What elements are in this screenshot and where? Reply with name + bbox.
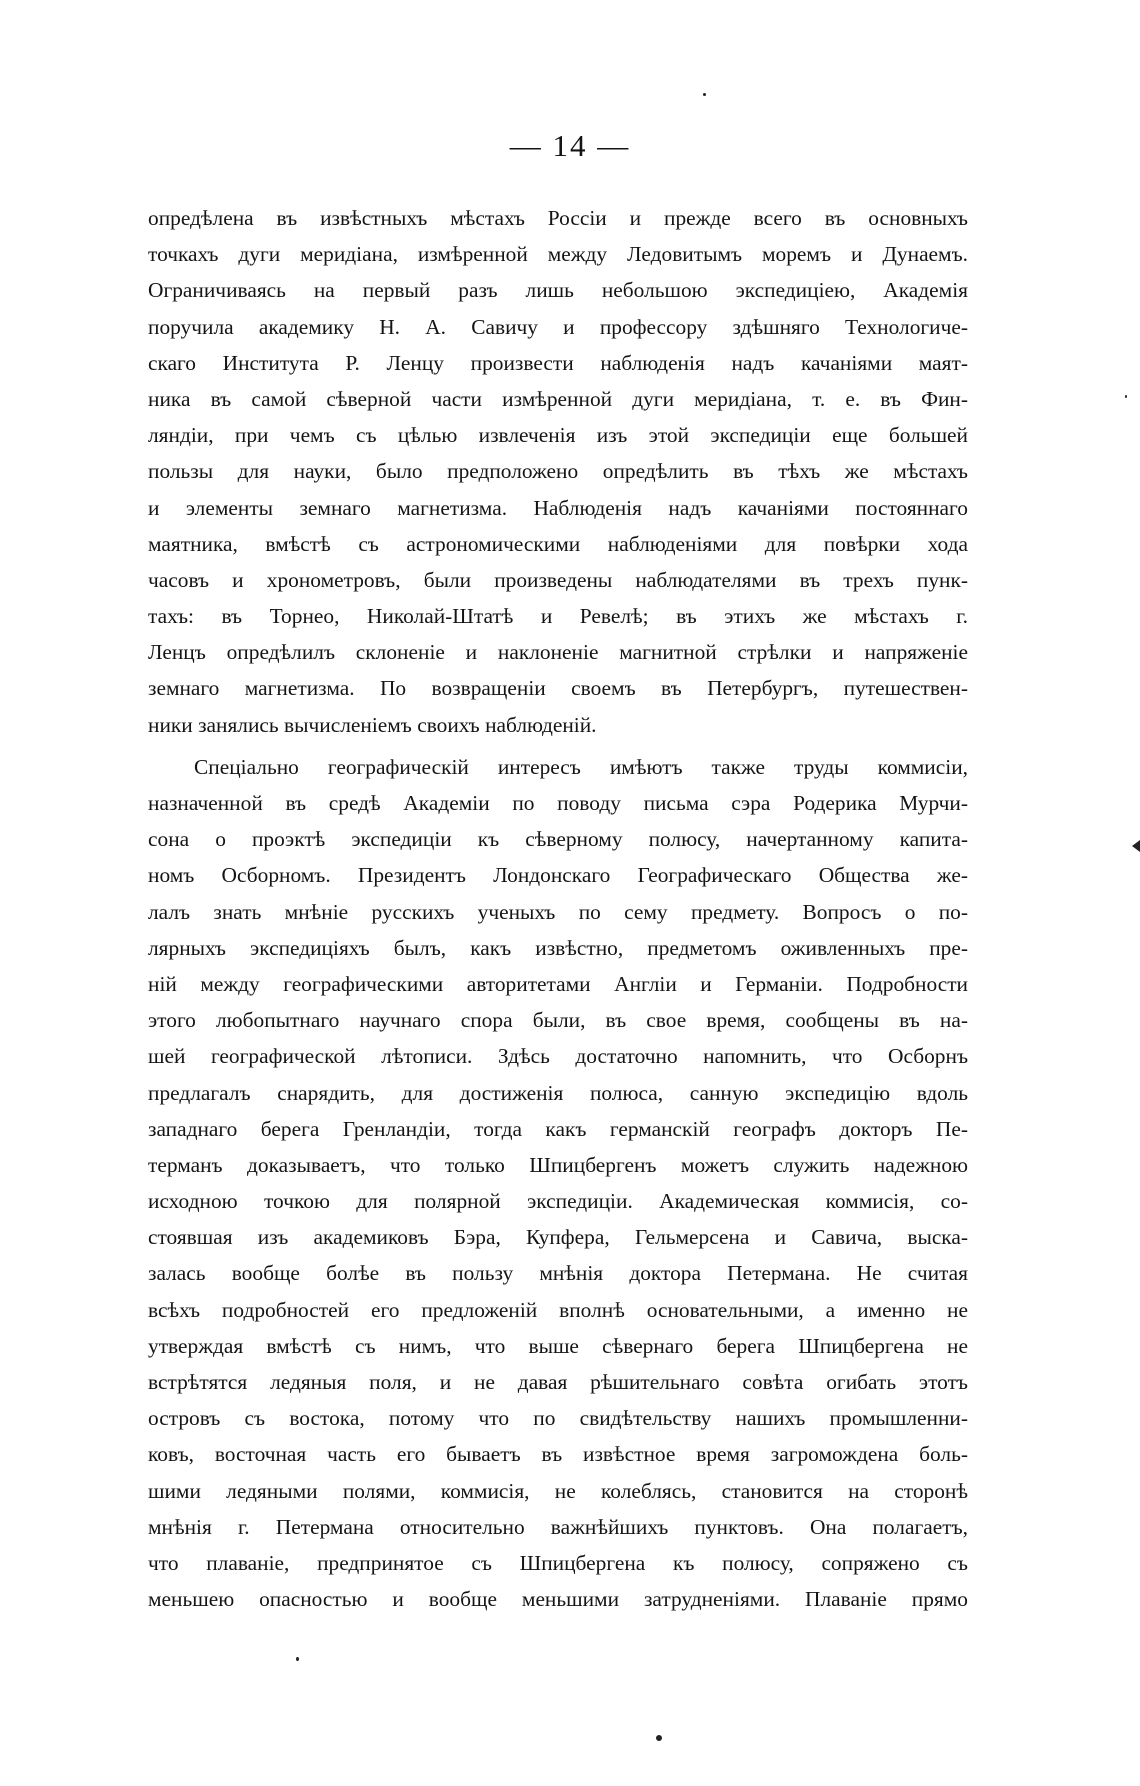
text-line: скаго Института Р. Ленцу произвести наблюденія надъ качаніями маят- <box>148 350 968 375</box>
text-line: этого любопытнаго научнаго спора были, въ свое время, сообщены въ на- <box>148 1008 968 1033</box>
text-line: лярныхъ экспедиціяхъ былъ, какъ извѣстно, предметомъ оживленныхъ пре- <box>148 935 968 960</box>
text-line: островъ съ востока, потому что по свидѣтельству нашихъ промышленни- <box>148 1406 968 1431</box>
text-line: маятника, вмѣстѣ съ астрономическими наблюденіями для повѣрки хода <box>148 531 968 556</box>
text-line: часовъ и хронометровъ, были произведены наблюдателями въ трехъ пунк- <box>148 567 968 592</box>
text-line: тахъ: въ Торнео, Николай-Штатѣ и Ревелѣ; въ этихъ же мѣстахъ г. <box>148 604 968 629</box>
text-line: земнаго магнетизма. По возвращеніи своемъ въ Петербургъ, путешествен- <box>148 676 968 701</box>
text-line: утверждая вмѣстѣ съ нимъ, что выше сѣвернаго берега Шпицбергена не <box>148 1333 968 1358</box>
print-speck <box>296 1657 299 1661</box>
text-line: опредѣлена въ извѣстныхъ мѣстахъ Россіи и прежде всего въ основныхъ <box>148 206 968 230</box>
text-line: встрѣтятся ледяныя поля, и не давая рѣшительнаго совѣта огибать этотъ <box>148 1370 968 1394</box>
text-block <box>148 200 968 1617</box>
text-line: всѣхъ подробностей его предложеній вполнѣ основательными, а именно не <box>148 1297 968 1322</box>
text-line: Ограничиваясь на первый разъ лишь небольшою экспедиціею, Академія <box>148 278 968 303</box>
paragraph <box>148 749 968 1618</box>
text-line: пользы для науки, было предположено опредѣлить въ тѣхъ же мѣстахъ <box>148 459 968 484</box>
text-line: шими ледяными полями, коммисія, не колеблясь, становится на сторонѣ <box>148 1478 968 1503</box>
text-line: поручила академику Н. А. Савичу и профессору здѣшняго Технологиче- <box>148 314 968 339</box>
text-line: ній между географическими авторитетами Англіи и Германіи. Подробности <box>148 971 968 996</box>
text-line: залась вообще болѣе въ пользу мнѣнія доктора Петермана. Не считая <box>148 1261 968 1286</box>
paragraph <box>148 200 968 743</box>
print-speck <box>1125 395 1127 398</box>
text-line: предлагалъ снарядить, для достиженія полюса, санную экспедицію вдоль <box>148 1080 968 1105</box>
text-line: что плаваніе, предпринятое съ Шпицбергена къ полюсу, сопряжено съ <box>148 1550 968 1575</box>
text-line: ники занялись вычисленіемъ своихъ наблюденій. <box>148 712 597 737</box>
text-line: исходною точкою для полярной экспедиціи. Академическая коммисія, со- <box>148 1189 968 1214</box>
text-line: точкахъ дуги меридіана, измѣренной между Ледовитымъ моремъ и Дунаемъ. <box>148 242 968 267</box>
text-line: меньшею опасностью и вообще меньшими затрудненіями. Плаваніе прямо <box>148 1587 968 1612</box>
page-number: — 14 — <box>509 128 631 163</box>
text-line: и элементы земнаго магнетизма. Наблюденія надъ качаніями постояннаго <box>148 495 968 520</box>
text-line: Ленцъ опредѣлилъ склоненіе и наклоненіе магнитной стрѣлки и напряженіе <box>148 640 968 665</box>
edge-mark <box>1132 840 1140 852</box>
text-line: лалъ знать мнѣніе русскихъ ученыхъ по сему предмету. Вопросъ о по- <box>148 899 968 924</box>
print-speck <box>703 93 706 96</box>
text-line: номъ Осборномъ. Президентъ Лондонскаго Географическаго Общества же- <box>148 863 968 888</box>
text-line: ляндіи, при чемъ съ цѣлью извлеченія изъ этой экспедиціи еще большей <box>148 423 968 448</box>
text-line: назначенной въ средѣ Академіи по поводу письма сэра Родерика Мурчи- <box>148 791 968 815</box>
print-speck <box>656 1735 662 1741</box>
text-line: Спеціально географическій интересъ имѣютъ также труды коммисіи, <box>194 754 968 779</box>
text-line: ника въ самой сѣверной части измѣренной дуги меридіана, т. е. въ Фин- <box>148 386 968 411</box>
text-line: ковъ, восточная часть его бываетъ въ извѣстное время загромождена боль- <box>148 1442 968 1467</box>
text-line: мнѣнія г. Петермана относительно важнѣйшихъ пунктовъ. Она полагаетъ, <box>148 1514 968 1539</box>
text-line: терманъ доказываетъ, что только Шпицбергенъ можетъ служить надежною <box>148 1152 968 1177</box>
text-line: западнаго берега Гренландіи, тогда какъ германскій географъ докторъ Пе- <box>148 1116 968 1141</box>
text-line: шей географической лѣтописи. Здѣсь достаточно напомнить, что Осборнъ <box>148 1044 968 1069</box>
text-line: стоявшая изъ академиковъ Бэра, Купфера, Гельмерсена и Савича, выска- <box>148 1225 968 1250</box>
text-line: сона о проэктѣ экспедиціи къ сѣверному полюсу, начертанному капита- <box>148 827 968 852</box>
